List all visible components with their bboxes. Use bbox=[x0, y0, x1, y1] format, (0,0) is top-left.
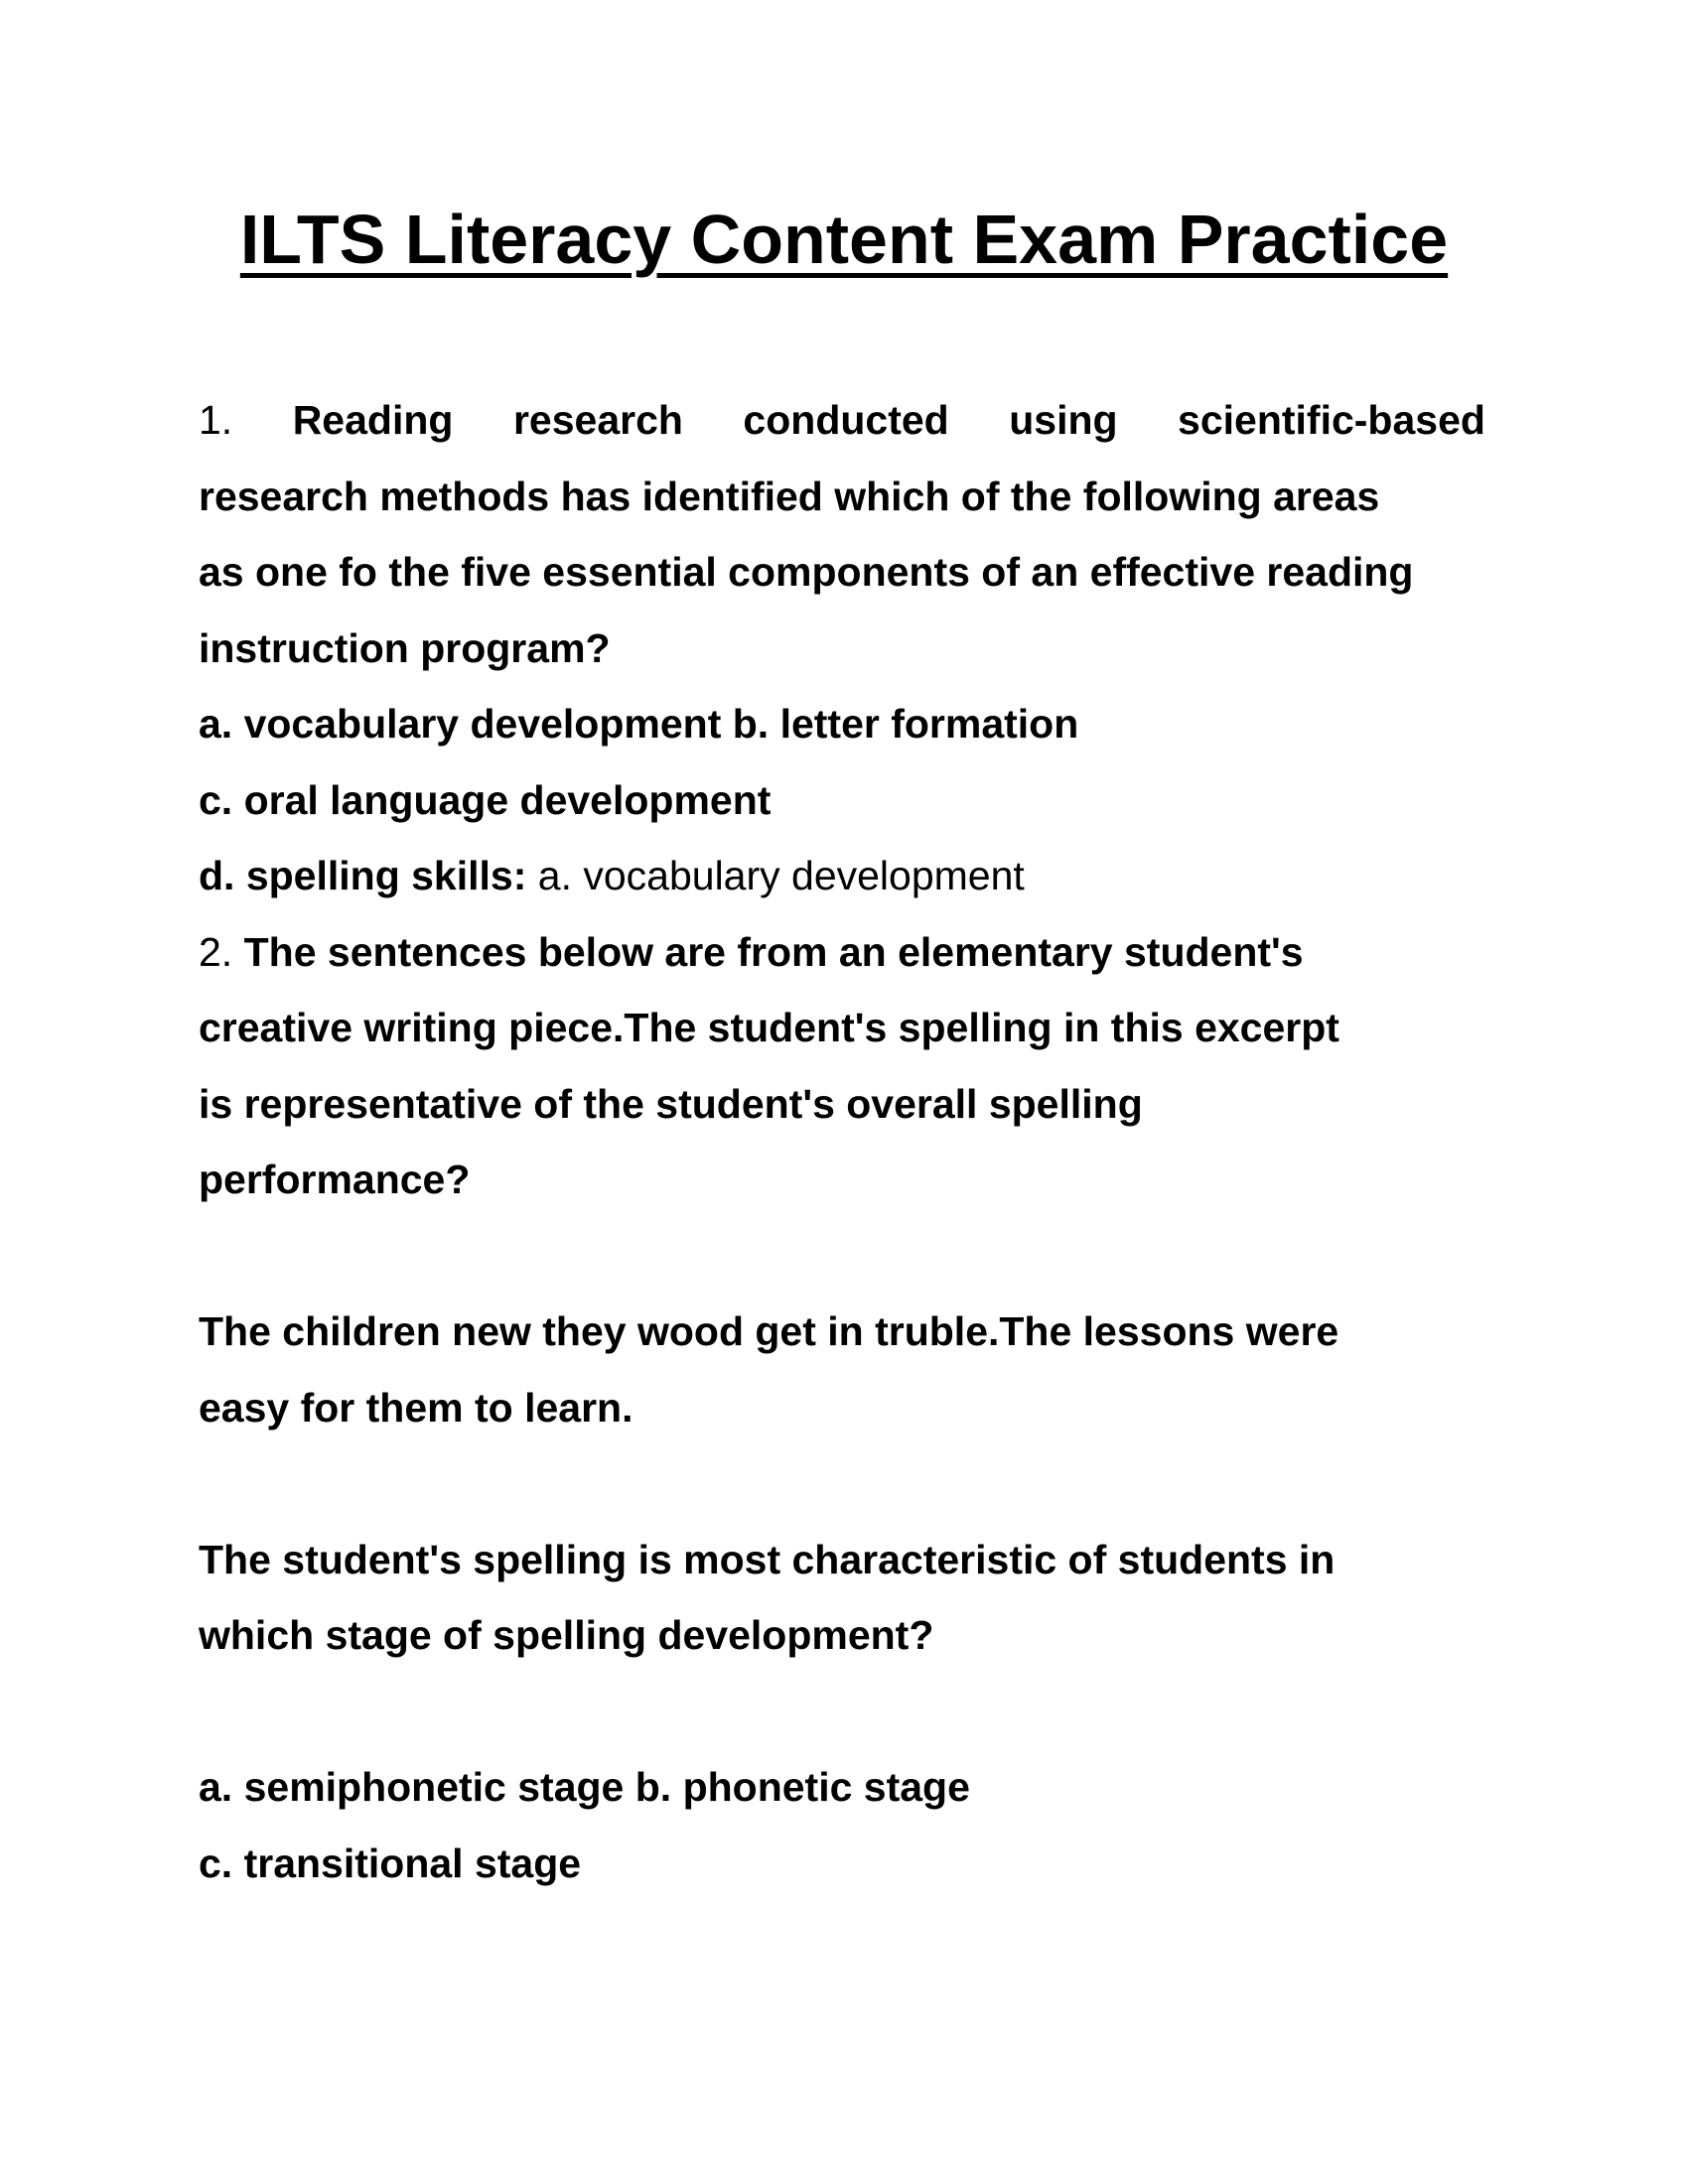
document-body bbox=[199, 382, 1485, 1901]
spacer bbox=[199, 1445, 1485, 1522]
question-1-line-3: as one fo the five essential components of an effective reading bbox=[199, 549, 1414, 595]
spacer bbox=[199, 1674, 1485, 1750]
question-1-word: scientific-based bbox=[1178, 397, 1485, 443]
question-2-number: 2. bbox=[199, 928, 233, 975]
excerpt-line-1: The children new they wood get in truble.The lessons were bbox=[199, 1308, 1339, 1354]
question-1-answer: a. vocabulary development bbox=[537, 853, 1025, 898]
question-2-line-1-row bbox=[199, 914, 1485, 991]
excerpt-line-2: easy for them to learn. bbox=[199, 1384, 633, 1431]
question-1-option-d: d. spelling skills: bbox=[199, 853, 527, 898]
question-1-word: Reading bbox=[292, 397, 454, 443]
question-2-option-c: c. transitional stage bbox=[199, 1840, 582, 1886]
question-2-line-1: The sentences below are from an elementary student's bbox=[243, 928, 1304, 975]
question-2-options-ab: a. semiphonetic stage b. phonetic stage bbox=[199, 1764, 970, 1810]
spacer bbox=[199, 1218, 1485, 1295]
question-1-options-ab: a. vocabulary development b. letter formation bbox=[199, 701, 1079, 747]
question-2-line-3: is representative of the student's overall spelling bbox=[199, 1080, 1143, 1127]
question-1-word: research bbox=[512, 397, 683, 443]
question-2-line-2: creative writing piece.The student's spelling in this excerpt bbox=[199, 1005, 1339, 1050]
question-1-word: conducted bbox=[743, 397, 949, 443]
question-1-option-d-line bbox=[199, 838, 1485, 914]
question-1-word: using bbox=[1009, 397, 1118, 443]
question-1-option-c: c. oral language development bbox=[199, 776, 772, 823]
question-1-number: 1. bbox=[199, 397, 233, 443]
question-2-line-4: performance? bbox=[199, 1157, 471, 1202]
question-2-prompt-line-1: The student's spelling is most characteristic of students in bbox=[199, 1536, 1336, 1582]
question-1-line-2: research methods has identified which of the following areas bbox=[199, 473, 1380, 519]
question-1-line-1 bbox=[199, 382, 1485, 459]
question-1-line-4: instruction program? bbox=[199, 624, 611, 671]
page-title: ILTS Literacy Content Exam Practice bbox=[239, 201, 1449, 278]
question-2-prompt-line-2: which stage of spelling development? bbox=[199, 1612, 934, 1658]
